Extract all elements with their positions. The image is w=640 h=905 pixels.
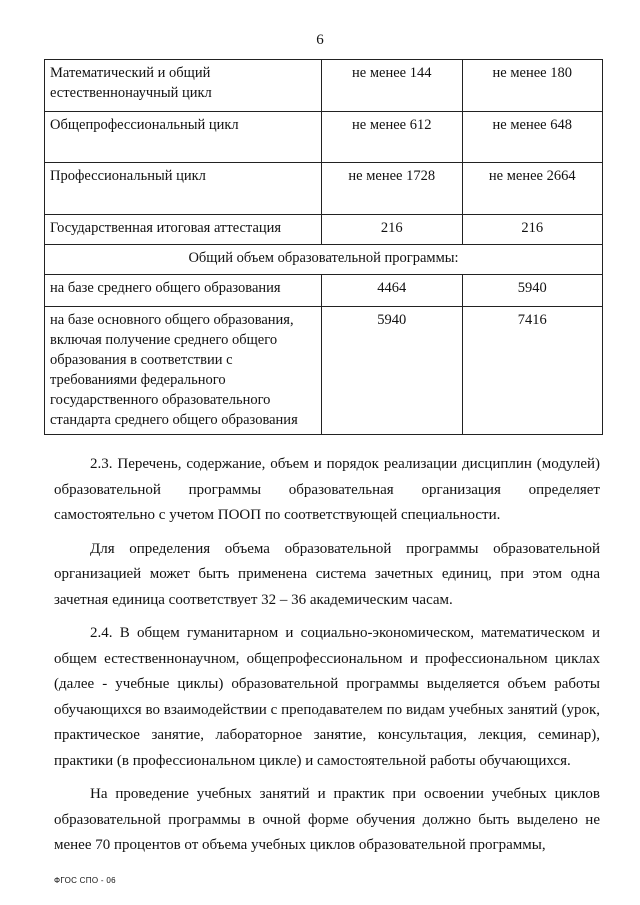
table-section-header-row	[45, 245, 603, 275]
page-number: 6	[316, 32, 324, 48]
table-row	[45, 215, 603, 245]
body-text	[54, 452, 600, 859]
table-row	[45, 307, 603, 435]
footer-doc-code: ФГОС СПО - 06	[54, 876, 116, 885]
paragraph: На проведение учебных занятий и практик при освоении учебных циклов образовательной программы в очной форме обучения должно быть выделено не менее 70 процентов от объема учебных циклов образовательной программы,	[54, 786, 600, 853]
row-label: Государственная итоговая аттестация	[45, 215, 322, 245]
row-value-1: не менее 144	[322, 60, 463, 112]
row-label: на базе основного общего образования, включая получение среднего общего образования в соответствии с требованиями федерального государственного образовательного стандарта среднего общего образования	[45, 307, 322, 435]
row-label: Математический и общий естественнонаучный цикл	[45, 60, 322, 112]
section-header: Общий объем образовательной программы:	[45, 245, 603, 275]
table-row	[45, 60, 603, 112]
row-value-2: не менее 648	[462, 112, 603, 163]
paragraph: 2.4. В общем гуманитарном и социально-экономическом, математическом и общем естественнонаучном, общепрофессиональном и профессиональном циклах (далее - учебные циклы) образовательной программы выделяется объем работы обучающихся во взаимодействии с преподавателем по видам учебных занятий (урок, практическое занятие, лабораторное занятие, консультация, лекция, семинар), практики (в профессиональном цикле) и самостоятельной работы обучающихся.	[54, 625, 600, 769]
row-value-1: 216	[322, 215, 463, 245]
table-row	[45, 163, 603, 215]
row-value-2: 7416	[462, 307, 603, 435]
row-value-2: 5940	[462, 275, 603, 307]
row-label: на базе среднего общего образования	[45, 275, 322, 307]
row-value-2: не менее 180	[462, 60, 603, 112]
paragraph: Для определения объема образовательной программы образовательной организацией может быть применена система зачетных единиц, при этом одна зачетная единица соответствует 32 – 36 академическим часам.	[54, 540, 600, 608]
row-value-1: 5940	[322, 307, 463, 435]
row-value-1: 4464	[322, 275, 463, 307]
row-label: Профессиональный цикл	[45, 163, 322, 215]
table-row	[45, 112, 603, 163]
row-value-2: 216	[462, 215, 603, 245]
row-value-2: не менее 2664	[462, 163, 603, 215]
row-value-1: не менее 612	[322, 112, 463, 163]
row-label: Общепрофессиональный цикл	[45, 112, 322, 163]
row-value-1: не менее 1728	[322, 163, 463, 215]
hours-table	[44, 59, 603, 435]
table-row	[45, 275, 603, 307]
paragraph: 2.3. Перечень, содержание, объем и порядок реализации дисциплин (модулей) образовательной программы образовательная организация определяет самостоятельно с учетом ПООП по соответствующей специальности.	[54, 456, 600, 523]
